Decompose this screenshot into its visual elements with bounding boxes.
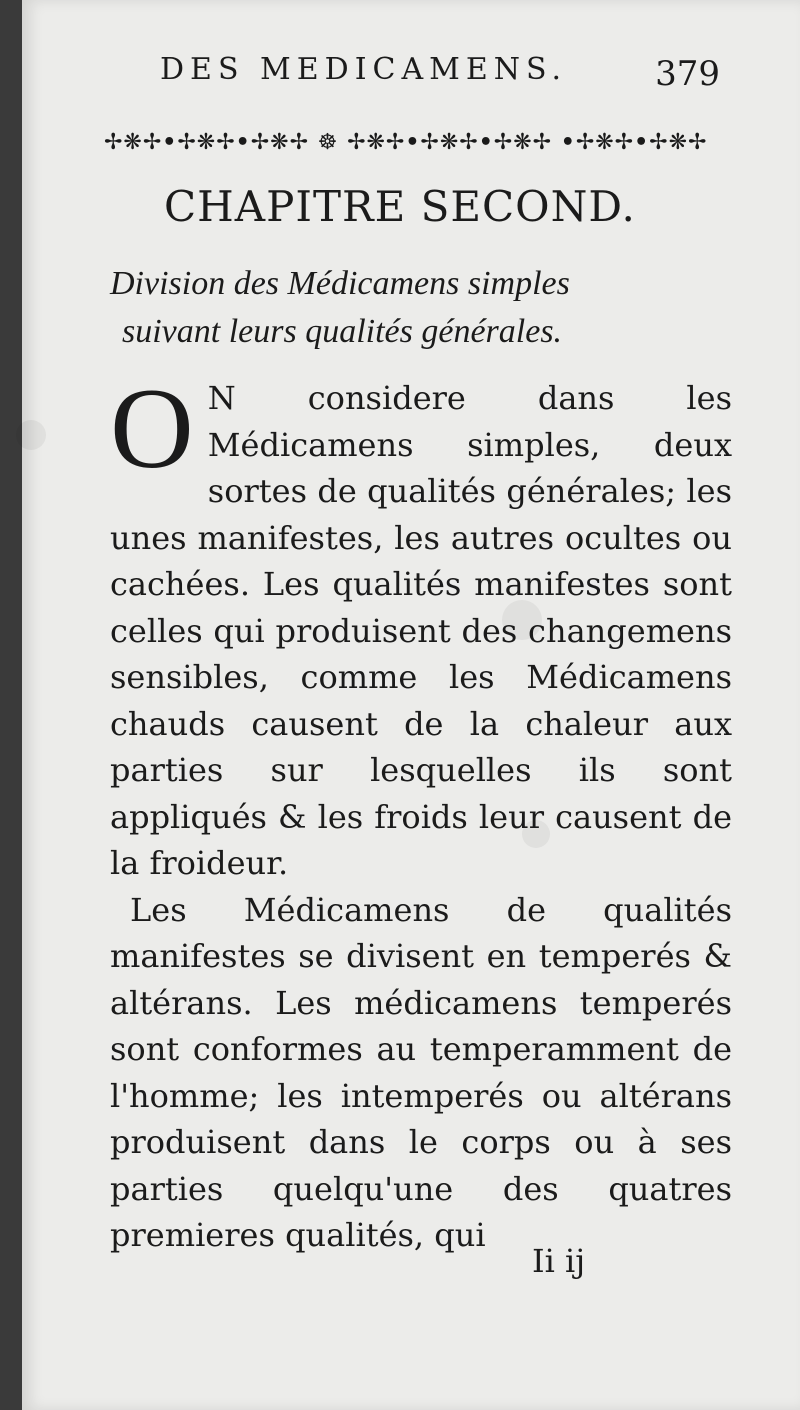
signature-mark: Ii ij — [532, 1242, 586, 1280]
chapter-title: CHAPITRE SECOND. — [164, 182, 636, 231]
page-number: 379 — [655, 54, 720, 94]
body-text — [110, 365, 732, 1291]
running-header — [160, 52, 720, 102]
paragraph-1-text: N considere dans les Médicamens simples, deux sortes de qualités générales; les unes manifestes, les autres ocultes ou cachées. Les qualités manifestes sont celles qui produisent des changemens sensibles, comme les Médicamens chauds causent de la chaleur aux parties sur lesquelles ils sont appliqués & les froids leur causent de la froideur. — [110, 379, 732, 882]
subtitle-line-2: suivant leurs qualités générales. — [122, 313, 563, 350]
paragraph-1 — [110, 365, 732, 887]
book-page — [22, 0, 800, 1410]
ornamental-rule: ✢❋✢•✢❋✢•✢❋✢ ☸ ✢❋✢•✢❋✢•✢❋✢ •✢❋✢•✢❋✢ — [104, 130, 708, 155]
chapter-subtitle — [110, 260, 730, 356]
running-title: DES MEDICAMENS. — [160, 52, 568, 87]
subtitle-line-1: Division des Médicamens simples — [110, 265, 570, 302]
drop-cap: O — [110, 365, 194, 493]
paragraph-2: Les Médicamens de qualités manifestes se divisent en temperés & altérans. Les médicamens temperés sont conformes au temperamment de l'homme; les intemperés ou altérans produisent dans le corps ou à ses parties quelqu'une des quatres premieres qualités, qui — [110, 890, 732, 1254]
